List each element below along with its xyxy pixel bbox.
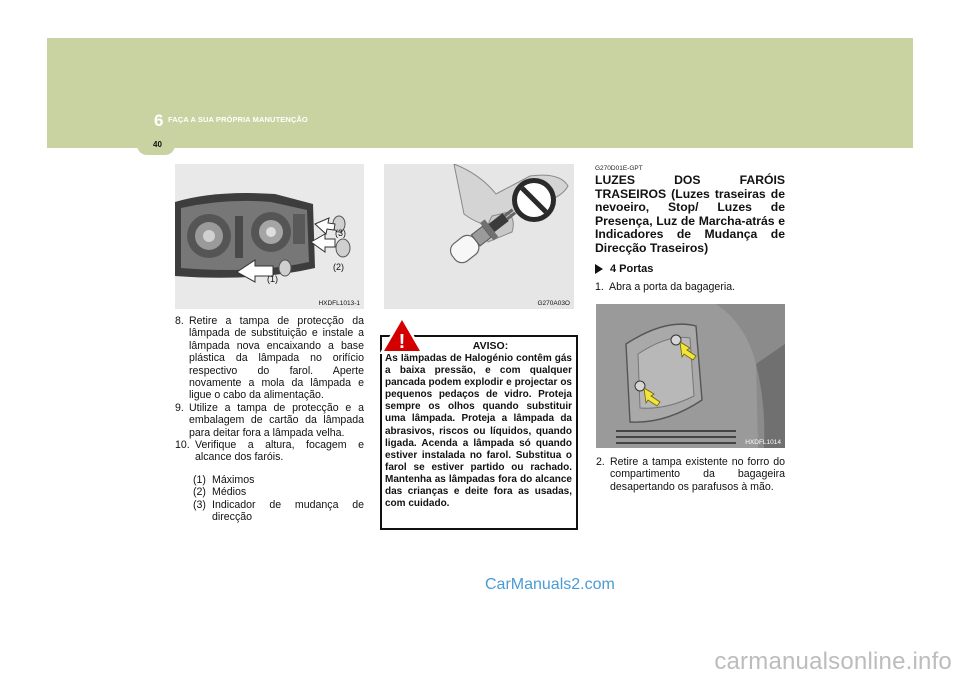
warning-text: As lâmpadas de Halogénio contêm gás a baixa pressão, e com qualquer pancada podem explodir e projectar os pequenos pedaços de vidro. Proteja sempre os olhos quando substituir uma lâmpada. Proteja a lâmpada da abrasivos, riscos ou líquidos, quando ligada. Acenda a lâmpada só quando estiver instalada no farol. Substitua o farol se estiver partido ou rachado. Mantenha as lâmpadas fora do alcance das crianças e deite fora as usadas, com cuidado. bbox=[385, 353, 572, 510]
warning-box bbox=[380, 335, 578, 530]
chapter-number: 6 bbox=[154, 111, 164, 130]
step-number: 9. bbox=[175, 401, 184, 414]
step-text: Verifique a altura, focagem e alcance dos faróis. bbox=[195, 439, 364, 464]
step-text: Abra a porta da bagageria. bbox=[609, 280, 736, 293]
step-2 bbox=[596, 456, 785, 493]
step-text: Utilize a tampa de protecção e a embalagem de cartão da lâmpada para deitar fora a lâmpada velha. bbox=[189, 401, 364, 439]
triangle-bullet-icon bbox=[595, 264, 603, 274]
lamp-list-item: (2) Médios bbox=[193, 486, 247, 499]
step-text: Retire a tampa existente no forro do compartimento da bagageira desapertando os parafusos à mão. bbox=[610, 456, 785, 493]
step-number: 10. bbox=[175, 439, 190, 452]
carmanuals-watermark: CarManuals2.com bbox=[485, 576, 615, 593]
warning-title: AVISO: bbox=[472, 340, 509, 352]
callout-3: (3) bbox=[335, 228, 346, 238]
step-10 bbox=[175, 439, 364, 464]
step-8 bbox=[175, 315, 364, 402]
figure-code: HXDFL1013-1 bbox=[318, 300, 360, 307]
section-ref-code: G270D01E-GPT bbox=[595, 165, 643, 172]
lamp-list-item: (1) Máximos bbox=[193, 473, 255, 486]
callout-2: (2) bbox=[333, 262, 344, 272]
step-9 bbox=[175, 402, 364, 439]
step-number: 1. bbox=[595, 280, 604, 293]
step-number: 8. bbox=[175, 315, 184, 327]
lamp-list-item: (3) Indicador de mudança de direcção bbox=[193, 498, 364, 524]
bulb-hand-illustration bbox=[384, 164, 574, 309]
subhead-4-doors: 4 Portas bbox=[595, 263, 785, 275]
rear-lights-section bbox=[595, 165, 785, 293]
trunk-liner-photo bbox=[596, 304, 785, 448]
trunk-liner-illustration bbox=[596, 304, 785, 448]
header-band bbox=[47, 38, 913, 148]
warning-triangle-icon bbox=[380, 316, 424, 354]
site-watermark: carmanualsonline.info bbox=[714, 648, 952, 675]
callout-1: (1) bbox=[267, 274, 278, 284]
warning-exclamation: ! bbox=[398, 331, 406, 353]
figure-code: HXDFL1014 bbox=[745, 439, 781, 446]
halogen-bulb-photo bbox=[384, 164, 574, 309]
headlamp-photo bbox=[175, 164, 364, 309]
section-title: LUZES DOS FARÓIS TRASEIROS (Luzes traseiras de nevoeiro, Stop/ Luzes de Presença, Luz de Marcha-atrás e Indicadores de Mudança de Direcção Traseiros) bbox=[595, 173, 785, 255]
figure-code: G270A03O bbox=[537, 300, 570, 307]
step-1 bbox=[595, 281, 785, 293]
chapter-title: FAÇA A SUA PRÓPRIA MANUTENÇÃO bbox=[168, 115, 308, 124]
step-number: 2. bbox=[596, 456, 605, 468]
step-text: Retire a tampa de protecção da lâmpada de substituição e instale a lâmpada nova encaixando a base plástica da lâmpada no orifício respectivo do farol. Aperte novamente a mola da lâmpada e ligue o cabo da alimentação. bbox=[189, 315, 364, 402]
page-number: 40 bbox=[153, 140, 162, 149]
instructions-column bbox=[175, 315, 364, 524]
